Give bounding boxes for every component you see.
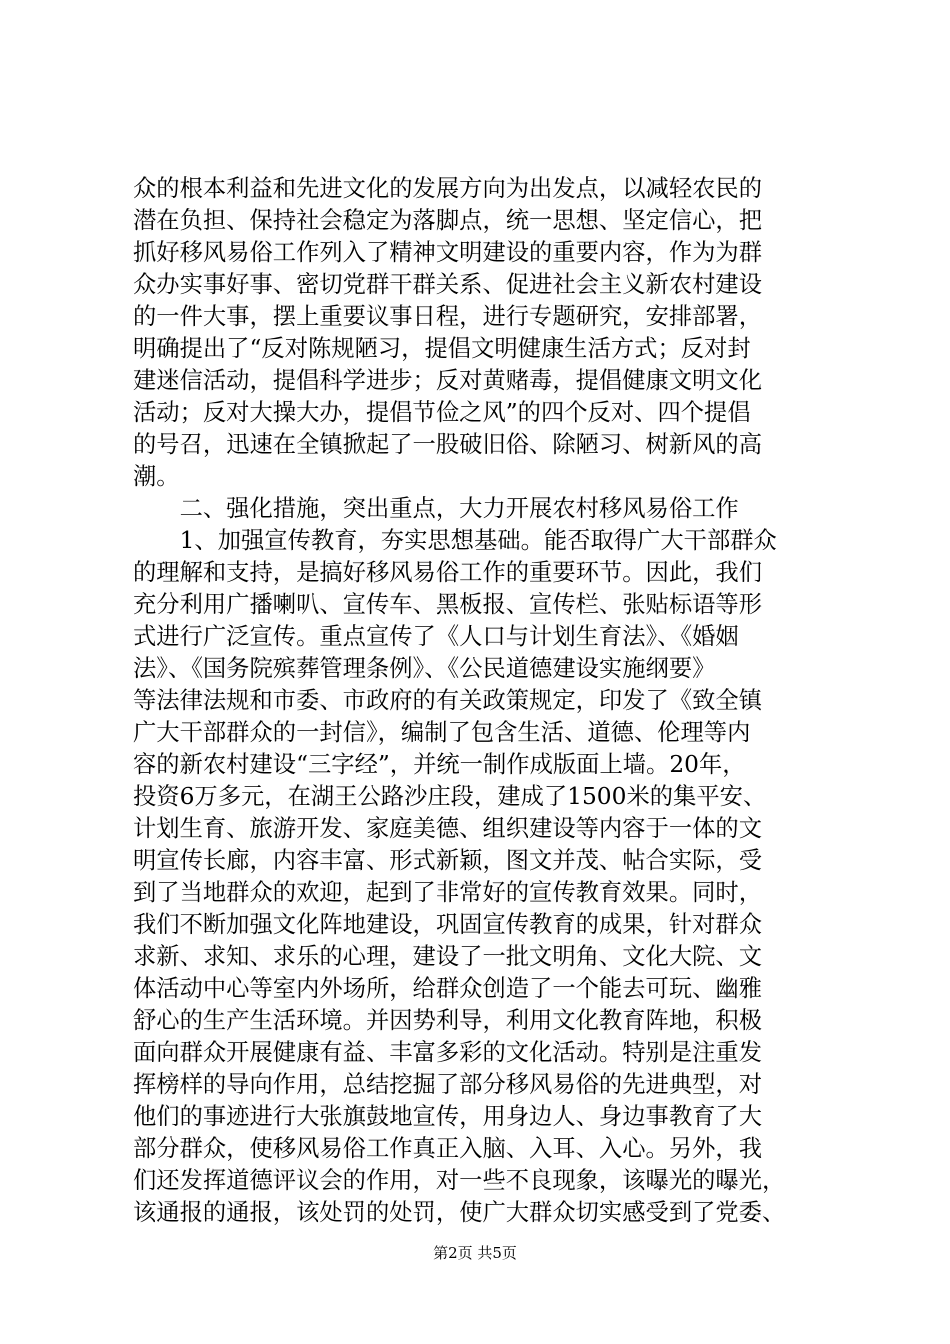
text-line: 众的根本利益和先进文化的发展方向为出发点，以减轻农民的	[133, 175, 763, 202]
text-line: 挥榜样的导向作用，总结挖掘了部分移风易俗的先进典型，对	[133, 1071, 763, 1098]
text-line: 他们的事迹进行大张旗鼓地宣传，用身边人、身边事教育了大	[133, 1103, 763, 1130]
text-line: 计划生育、旅游开发、家庭美德、组织建设等内容于一体的文	[133, 815, 763, 842]
text-line: 二、强化措施，突出重点，大力开展农村移风易俗工作	[133, 495, 739, 522]
text-line: 潜在负担、保持社会稳定为落脚点，统一思想、坚定信心，把	[133, 207, 763, 234]
text-line: 等法律法规和市委、市政府的有关政策规定，印发了《致全镇	[133, 687, 763, 714]
text-line: 法》、《国务院殡葬管理条例》、《公民道德建设实施纲要》	[133, 655, 716, 682]
text-line: 抓好移风易俗工作列入了精神文明建设的重要内容，作为为群	[133, 239, 763, 266]
text-line: 我们不断加强文化阵地建设，巩固宣传教育的成果，针对群众	[133, 911, 763, 938]
text-line: 到了当地群众的欢迎，起到了非常好的宣传教育效果。同时，	[133, 879, 763, 906]
text-line: 广大干部群众的一封信》，编制了包含生活、道德、伦理等内	[133, 719, 751, 746]
body-text	[133, 173, 853, 1229]
text-line: 的理解和支持，是搞好移风易俗工作的重要环节。因此，我们	[133, 559, 763, 586]
text-line: 1、加强宣传教育，夯实思想基础。能否取得广大干部群众	[133, 527, 777, 554]
text-line: 们还发挥道德评议会的作用，对一些不良现象，该曝光的曝光，	[133, 1167, 786, 1194]
text-line: 活动；反对大操大办，提倡节俭之风”的四个反对、四个提倡	[133, 399, 751, 426]
text-line: 建迷信活动，提倡科学进步；反对黄赌毒，提倡健康文明文化	[133, 367, 763, 394]
text-line: 舒心的生产生活环境。并因势利导，利用文化教育阵地，积极	[133, 1007, 763, 1034]
text-line: 面向群众开展健康有益、丰富多彩的文化活动。特别是注重发	[133, 1039, 763, 1066]
text-line: 部分群众，使移风易俗工作真正入脑、入耳、入心。另外，我	[133, 1135, 763, 1162]
text-line: 容的新农村建设“三字经”，并统一制作成版面上墙。20年，	[133, 751, 746, 778]
text-line: 充分利用广播喇叭、宣传车、黑板报、宣传栏、张贴标语等形	[133, 591, 763, 618]
text-line: 明确提出了“反对陈规陋习，提倡文明健康生活方式；反对封	[133, 335, 751, 362]
text-line: 投资6万多元，在湖王公路沙庄段，建成了1500米的集平安、	[133, 783, 767, 810]
text-line: 求新、求知、求乐的心理，建设了一批文明角、文化大院、文	[133, 943, 763, 970]
text-line: 众办实事好事、密切党群干群关系、促进社会主义新农村建设	[133, 271, 763, 298]
text-line: 潮。	[133, 463, 180, 490]
text-line: 明宣传长廊，内容丰富、形式新颖，图文并茂、帖合实际，受	[133, 847, 763, 874]
text-line: 该通报的通报，该处罚的处罚，使广大群众切实感受到了党委、	[133, 1199, 786, 1226]
text-line: 式进行广泛宣传。重点宣传了《人口与计划生育法》、《婚姻	[133, 623, 739, 650]
page-footer: 第2页 共5页	[433, 1244, 517, 1262]
text-line: 的一件大事，摆上重要议事日程，进行专题研究，安排部署，	[133, 303, 763, 330]
text-line: 的号召，迅速在全镇掀起了一股破旧俗、除陋习、树新风的高	[133, 431, 763, 458]
text-line: 体活动中心等室内外场所，给群众创造了一个能去可玩、幽雅	[133, 975, 763, 1002]
